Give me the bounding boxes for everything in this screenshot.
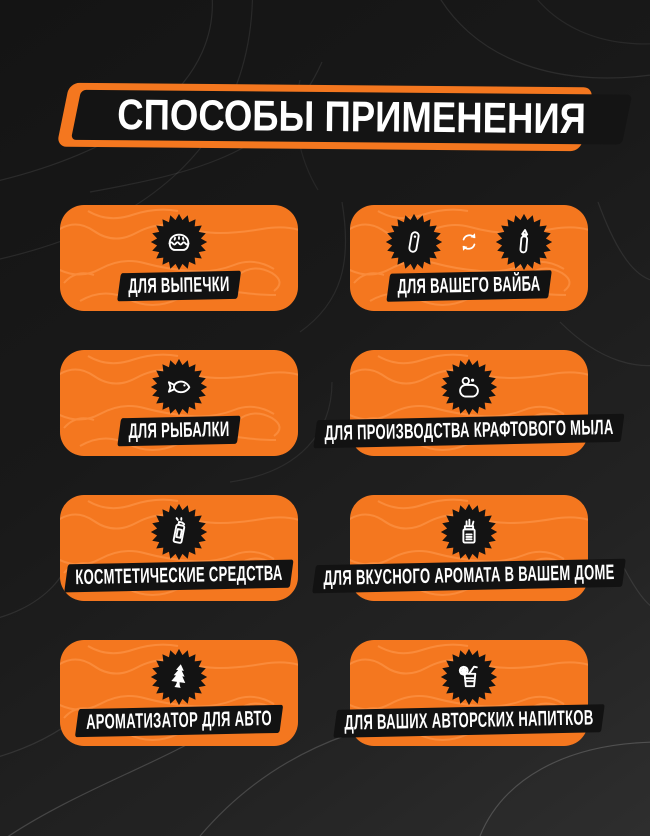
- soap-bar-icon: [440, 358, 498, 416]
- card-label-bar: [117, 416, 240, 447]
- card-label-bar: [117, 271, 241, 302]
- liquid-bottle-icon: [495, 213, 553, 271]
- use-case-card: [350, 205, 588, 311]
- card-icons: [60, 647, 298, 707]
- pie-icon: [150, 213, 208, 271]
- card-label-bar: [75, 705, 283, 737]
- cards-grid: [60, 205, 615, 746]
- card-label: ДЛЯ РЫБАЛКИ: [128, 417, 230, 444]
- card-label: АРОМАТИЗАТОР ДЛЯ АВТО: [85, 707, 273, 734]
- use-case-card: [344, 640, 594, 746]
- header-inner-panel: [71, 90, 633, 145]
- use-case-card: [60, 495, 298, 601]
- card-icons: [60, 502, 298, 562]
- fish-icon: [150, 358, 208, 416]
- page-title: СПОСОБЫ ПРИМЕНЕНИЯ: [117, 90, 587, 143]
- card-label: ДЛЯ ВКУСНОГО АРОМАТА В ВАШЕМ ДОМЕ: [323, 560, 615, 591]
- card-icons: [350, 647, 588, 707]
- vape-pod-icon: [385, 213, 443, 271]
- card-icons: [350, 357, 588, 417]
- use-case-card: [60, 640, 298, 746]
- use-case-card: [323, 495, 615, 601]
- card-label: ДЛЯ ВАШИХ АВТОРСКИХ НАПИТКОВ: [344, 706, 594, 735]
- card-label-bar: [64, 560, 294, 593]
- card-label: ДЛЯ ВЫПЕЧКИ: [128, 272, 230, 299]
- pine-tree-icon: [150, 648, 208, 706]
- reed-diffuser-icon: [440, 503, 498, 561]
- card-icons: [350, 502, 588, 562]
- card-label: КОСМТЕТИЧЕСКИЕ СРЕДСТВА: [75, 561, 283, 590]
- card-label-bar: [386, 270, 551, 301]
- use-case-card: [60, 350, 298, 456]
- card-label: ДЛЯ ПРОИЗВОДСТВА КРАФТОВОГО МЫЛА: [324, 415, 614, 446]
- card-icons: [350, 212, 588, 272]
- card-icons: [60, 357, 298, 417]
- card-icons: [60, 212, 298, 272]
- refresh-arrows-icon: [455, 228, 483, 256]
- spray-bottle-icon: [150, 503, 208, 561]
- use-case-card: [60, 205, 298, 311]
- card-label-bar: [333, 704, 604, 738]
- card-label: ДЛЯ ВАШЕГО ВАЙБА: [397, 272, 541, 299]
- header-banner: [57, 83, 594, 151]
- cocktail-glass-icon: [440, 648, 498, 706]
- use-case-card: [324, 350, 614, 456]
